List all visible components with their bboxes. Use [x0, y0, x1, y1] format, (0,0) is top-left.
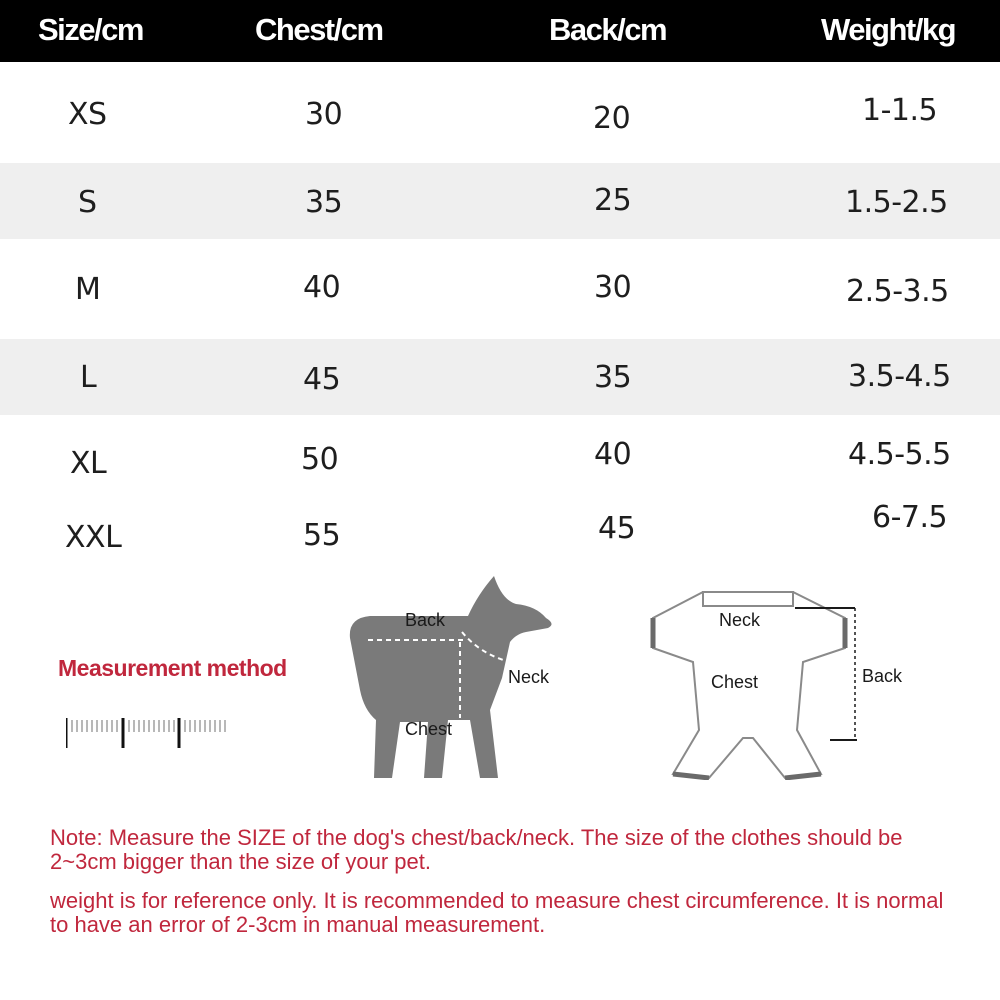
- ruler-icon: [66, 716, 236, 752]
- cell-chest: 40: [303, 270, 341, 305]
- table-header: [0, 0, 1000, 62]
- cell-weight: 6-7.5: [872, 500, 948, 535]
- cell-chest: 50: [301, 442, 339, 477]
- dog-neck-label: Neck: [508, 667, 550, 687]
- cell-weight: 1.5-2.5: [845, 185, 948, 220]
- header-size: Size/cm: [38, 12, 143, 47]
- cell-chest: 35: [305, 185, 343, 220]
- cell-size: S: [78, 185, 97, 220]
- garment-figure: [645, 580, 915, 780]
- dog-back-label: Back: [405, 610, 446, 630]
- garment-neck-label: Neck: [719, 610, 761, 630]
- cell-chest: 30: [305, 97, 343, 132]
- measurement-method-title: Measurement method: [58, 655, 287, 681]
- cell-weight: 3.5-4.5: [848, 359, 951, 394]
- cell-size: XXL: [65, 520, 122, 555]
- cell-size: L: [80, 360, 97, 395]
- cell-size: XS: [68, 97, 107, 132]
- header-weight: Weight/kg: [821, 12, 956, 47]
- cell-back: 25: [594, 183, 632, 218]
- cell-size: XL: [70, 446, 107, 481]
- dog-figure: [330, 570, 570, 790]
- cell-weight: 1-1.5: [862, 93, 938, 128]
- collar: [703, 592, 793, 606]
- note-size-guidance: Note: Measure the SIZE of the dog's chest/back/neck. The size of the clothes should be 2~3cm bigger than the size of your pet.: [50, 825, 903, 874]
- cell-back: 40: [594, 437, 632, 472]
- cell-chest: 55: [303, 518, 341, 553]
- garment-chest-label: Chest: [711, 672, 759, 692]
- header-chest: Chest/cm: [255, 12, 383, 47]
- cell-back: 20: [593, 101, 631, 136]
- garment-back-label: Back: [862, 666, 903, 686]
- cell-back: 45: [598, 511, 636, 546]
- cell-weight: 2.5-3.5: [846, 274, 949, 309]
- dog-chest-label: Chest: [405, 719, 453, 739]
- cell-back: 35: [594, 360, 632, 395]
- cell-back: 30: [594, 270, 632, 305]
- note-weight-reference: weight is for reference only. It is recommended to measure chest circumference. It is normal to have an error of 2-3cm in manual measurement.: [50, 888, 944, 937]
- cell-weight: 4.5-5.5: [848, 437, 951, 472]
- cell-chest: 45: [303, 362, 341, 397]
- header-back: Back/cm: [549, 12, 667, 47]
- cell-size: M: [75, 272, 101, 307]
